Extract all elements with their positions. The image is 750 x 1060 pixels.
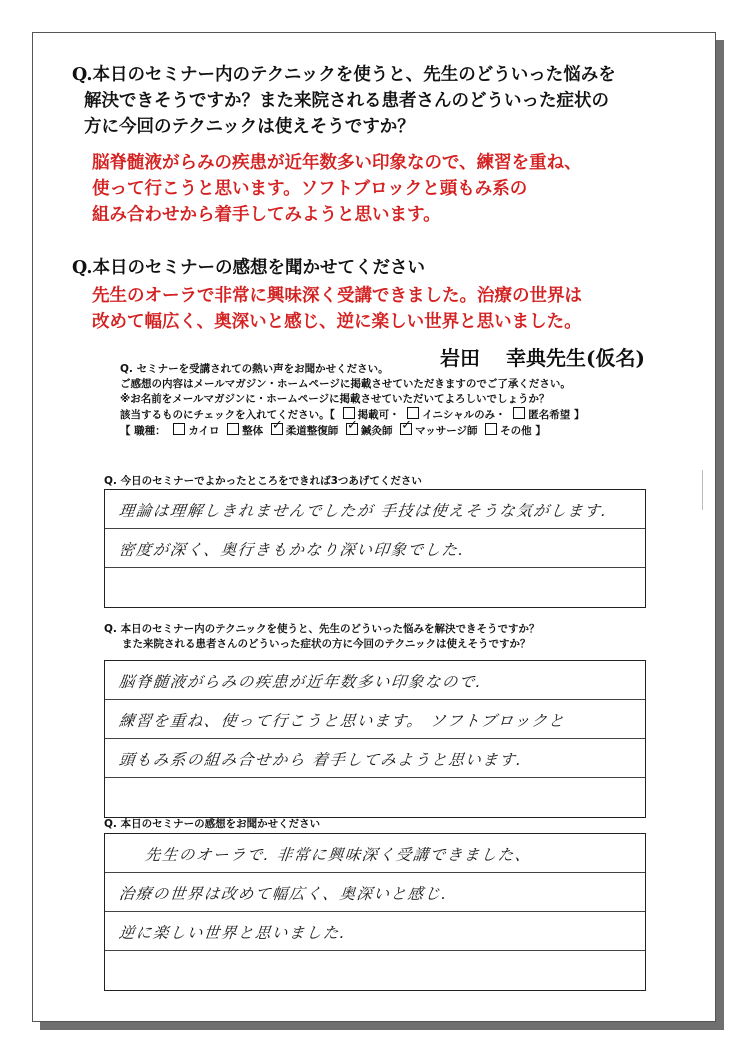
typed-answer-2-line2: 改めて幅広く、奥深いと感じ、逆に楽しい世界と思いました。 bbox=[92, 312, 582, 332]
scan-mark bbox=[702, 470, 703, 510]
job-checkbox-seitai[interactable] bbox=[227, 423, 239, 435]
consent-label-publish: 掲載可・ bbox=[357, 409, 400, 421]
typed-answer-2-line1: 先生のオーラで非常に興味深く受講できました。治療の世界は bbox=[92, 286, 582, 306]
typed-answer-2 bbox=[92, 283, 582, 335]
job-label-other: その他 bbox=[500, 425, 532, 437]
answer-box-2-row[interactable] bbox=[105, 778, 645, 817]
job-label-judo: 柔道整復師 bbox=[285, 425, 339, 437]
job-checkbox-judo[interactable] bbox=[271, 423, 283, 435]
answer-box-1-row[interactable] bbox=[105, 568, 645, 607]
answer-box-2-row[interactable] bbox=[105, 700, 645, 739]
typed-answer-1-line1: 脳脊髄液がらみの疾患が近年数多い印象なので、練習を重ね、 bbox=[92, 153, 582, 173]
handwriting: 練習を重ね、使って行こうと思います。 ソフトブロックと bbox=[117, 712, 567, 730]
form-question-1: Q. 今日のセミナーでよかったところをできれば3つあげてください bbox=[104, 475, 422, 487]
job-checkbox-other[interactable] bbox=[485, 423, 497, 435]
handwriting: 密度が深く、奥行きもかなり深い印象でした. bbox=[117, 541, 466, 559]
job-label-seitai: 整体 bbox=[242, 425, 264, 437]
form-header-line2: ご感想の内容はメールマガジン・ホームページに掲載させていただきますのでご了承ください。 bbox=[120, 378, 571, 390]
typed-question-2 bbox=[72, 255, 425, 281]
job-label-massage: マッサージ師 bbox=[415, 425, 478, 437]
handwriting: 脳脊髄液がらみの疾患が近年数多い印象なので. bbox=[117, 673, 484, 691]
handwriting: 逆に楽しい世界と思いました. bbox=[117, 924, 348, 942]
consent-prefix: 該当するものにチェックを入れてください。【 bbox=[120, 409, 335, 421]
handwriting: 理論は理解しきれませんでしたが 手技は使えそうな気がします. bbox=[117, 502, 609, 520]
answer-box-1-row[interactable] bbox=[105, 529, 645, 568]
answer-box-3 bbox=[104, 833, 646, 991]
answer-box-3-row[interactable] bbox=[105, 951, 645, 990]
form-header bbox=[120, 362, 584, 439]
answer-box-2-row[interactable] bbox=[105, 739, 645, 778]
consent-checkbox-anonymous[interactable] bbox=[513, 407, 525, 419]
form-question-2 bbox=[104, 622, 540, 652]
answer-box-2 bbox=[104, 660, 646, 818]
job-label-acupuncture: 鍼灸師 bbox=[360, 425, 393, 437]
typed-answer-1 bbox=[92, 150, 582, 228]
answer-box-3-row[interactable] bbox=[105, 912, 645, 951]
consent-suffix: 】 bbox=[573, 409, 585, 421]
job-prefix: 【 職種： bbox=[120, 425, 166, 437]
job-row bbox=[120, 423, 584, 439]
handwriting: 治療の世界は改めて幅広く、奥深いと感じ. bbox=[117, 885, 449, 903]
handwriting: 頭もみ系の組み合せから 着手してみようと思います. bbox=[117, 751, 524, 769]
job-checkbox-chiro[interactable] bbox=[173, 423, 185, 435]
typed-question-2-line1: Q.本日のセミナーの感想を聞かせてください bbox=[72, 258, 425, 278]
handwriting: 先生のオーラで. 非常に興味深く受講できました、 bbox=[143, 846, 533, 864]
answer-box-1-row[interactable] bbox=[105, 490, 645, 529]
form-question-2-line1: Q. 本日のセミナー内のテクニックを使うと、先生のどういった悩みを解決できそうですか？ bbox=[104, 623, 540, 635]
typed-answer-1-line2: 使って行こうと思います。ソフトブロックと頭もみ系の bbox=[92, 179, 528, 199]
job-suffix: 】 bbox=[535, 425, 546, 437]
job-checkbox-acupuncture[interactable] bbox=[346, 423, 358, 435]
form-header-line1: Q. セミナーを受講されての熱い声をお聞かせください。 bbox=[120, 363, 389, 375]
typed-question-1-line1: Q.本日のセミナー内のテクニックを使うと、先生のどういった悩みを bbox=[72, 65, 616, 85]
typed-question-1 bbox=[72, 62, 616, 140]
form-question-2-line2: また来院される患者さんのどういった症状の方に今回のテクニックは使えそうですか？ bbox=[122, 638, 531, 650]
signature-given: 幸典先生(仮名) bbox=[506, 346, 645, 370]
typed-question-1-line3: 方に今回のテクニックは使えそうですか？ bbox=[84, 117, 415, 137]
job-label-chiro: カイロ bbox=[188, 425, 220, 437]
form-header-line3: ※お名前をメールマガジンに・ホームページに掲載させていただいてよろしいでしょうか？ bbox=[120, 393, 550, 405]
answer-box-1 bbox=[104, 489, 646, 608]
answer-box-3-row[interactable] bbox=[105, 834, 645, 873]
consent-label-initials: イニシャルのみ・ bbox=[422, 409, 506, 421]
answer-box-2-row[interactable] bbox=[105, 661, 645, 700]
job-checkbox-massage[interactable] bbox=[400, 423, 412, 435]
answer-box-3-row[interactable] bbox=[105, 873, 645, 912]
consent-label-anonymous: 匿名希望 bbox=[528, 409, 571, 421]
typed-question-1-line2: 解決できそうですか？また来院される患者さんのどういった症状の bbox=[84, 91, 609, 111]
form-question-3: Q. 本日のセミナーの感想をお聞かせください bbox=[104, 818, 321, 830]
signature-surname: 岩田 bbox=[440, 346, 480, 370]
typed-answer-1-line3: 組み合わせから着手してみようと思います。 bbox=[92, 205, 441, 225]
